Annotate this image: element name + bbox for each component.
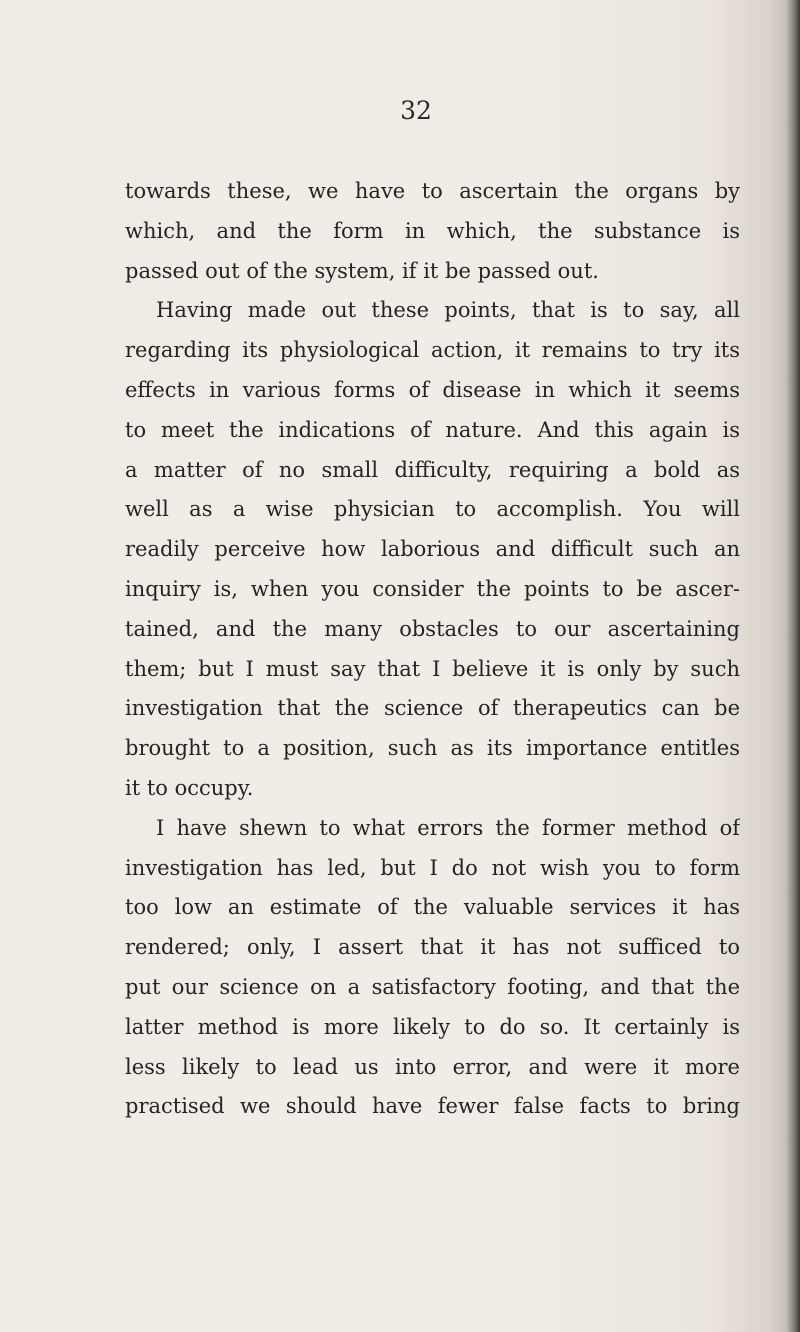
text-line: a matter of no small difficulty, requiring a bold as [125, 457, 740, 482]
text-line: effects in various forms of disease in which it seems [125, 377, 740, 402]
text-line: investigation that the science of therapeutics can be [125, 696, 740, 721]
text-line: rendered; only, I assert that it has not sufficed to [125, 935, 740, 960]
text-line: passed out of the system, if it be passed out. [125, 258, 599, 283]
text-line: practised we should have fewer false facts to bring [125, 1094, 740, 1119]
text-line: I have shewn to what errors the former method of [156, 815, 740, 840]
text-line: brought to a position, such as its importance entitles [125, 736, 740, 761]
page-edge-shadow [786, 0, 800, 1332]
text-line: regarding its physiological action, it remains to try its [125, 338, 740, 363]
text-line: which, and the form in which, the substance is [125, 218, 740, 243]
text-line: less likely to lead us into error, and were it more [125, 1054, 740, 1079]
text-line: inquiry is, when you consider the points to be ascer- [125, 576, 740, 601]
text-line: well as a wise physician to accomplish. You will [125, 497, 740, 522]
text-line: to meet the indications of nature. And this again is [125, 417, 740, 442]
text-line: tained, and the many obstacles to our ascertaining [125, 616, 740, 641]
text-line: latter method is more likely to do so. It certainly is [125, 1014, 740, 1039]
text-line: readily perceive how laborious and difficult such an [125, 537, 740, 562]
page-number: 32 [400, 96, 432, 125]
text-line: put our science on a satisfactory footing, and that the [125, 974, 740, 999]
text-line: too low an estimate of the valuable services it has [125, 895, 740, 920]
text-line: investigation has led, but I do not wish you to form [125, 855, 740, 880]
text-line: Having made out these points, that is to say, all [156, 298, 740, 323]
text-line: towards these, we have to ascertain the organs by [125, 179, 740, 203]
text-line: them; but I must say that I believe it is only by such [125, 656, 740, 681]
body-text [125, 172, 740, 1127]
text-line: it to occupy. [125, 775, 254, 800]
